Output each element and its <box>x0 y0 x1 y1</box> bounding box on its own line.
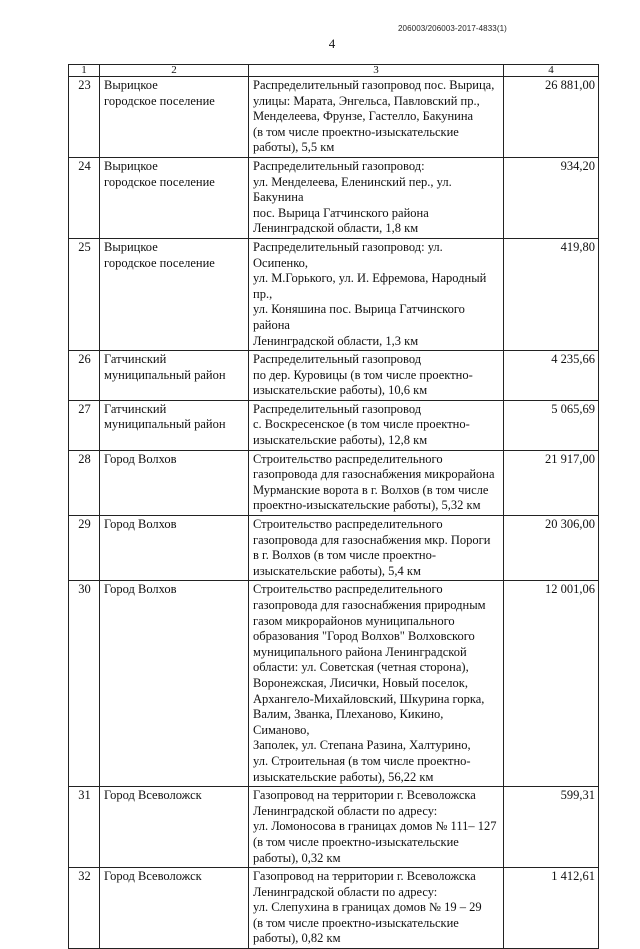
municipality-cell: Город Всеволожск <box>100 868 249 949</box>
project-description-cell: Распределительный газопровод с. Воскресенское (в том числе проектно- изыскательские работы), 12,8 км <box>249 400 504 450</box>
table-row <box>69 157 599 238</box>
cost-cell: 5 065,69 <box>504 400 599 450</box>
cost-cell: 12 001,06 <box>504 581 599 787</box>
row-number-cell: 27 <box>69 400 100 450</box>
table-row <box>69 516 599 581</box>
table-row <box>69 400 599 450</box>
table-row <box>69 238 599 350</box>
projects-table <box>68 64 599 949</box>
project-description-cell: Распределительный газопровод: ул. Менделеева, Еленинский пер., ул. Бакунина пос. Вырица Гатчинского района Ленинградской области, 1,8 км <box>249 157 504 238</box>
municipality-cell: Гатчинский муниципальный район <box>100 351 249 401</box>
table-row <box>69 77 599 158</box>
table-row <box>69 581 599 787</box>
cost-cell: 26 881,00 <box>504 77 599 158</box>
project-description-cell: Распределительный газопровод по дер. Куровицы (в том числе проектно- изыскательские работы), 10,6 км <box>249 351 504 401</box>
row-number-cell: 32 <box>69 868 100 949</box>
table-row <box>69 351 599 401</box>
row-number-cell: 23 <box>69 77 100 158</box>
project-description-cell: Газопровод на территории г. Всеволожска Ленинградской области по адресу: ул. Слепухина в границах домов № 19 – 29 (в том числе проектно-изыскательские работы), 0,82 км <box>249 868 504 949</box>
row-number-cell: 29 <box>69 516 100 581</box>
table-row <box>69 450 599 515</box>
municipality-cell: Город Волхов <box>100 516 249 581</box>
cost-cell: 419,80 <box>504 238 599 350</box>
column-header: 1 <box>69 65 100 77</box>
municipality-cell: Город Волхов <box>100 450 249 515</box>
cost-cell: 20 306,00 <box>504 516 599 581</box>
project-description-cell: Строительство распределительного газопровода для газоснабжения микрорайона Мурманские ворота в г. Волхов (в том числе проектно-изыскательские работы), 5,32 км <box>249 450 504 515</box>
project-description-cell: Газопровод на территории г. Всеволожска Ленинградской области по адресу: ул. Ломоносова в границах домов № 111– 127 (в том числе проектно-изыскательские работы), 0,32 км <box>249 787 504 868</box>
row-number-cell: 31 <box>69 787 100 868</box>
row-number-cell: 26 <box>69 351 100 401</box>
cost-cell: 21 917,00 <box>504 450 599 515</box>
municipality-cell: Вырицкое городское поселение <box>100 157 249 238</box>
cost-cell: 4 235,66 <box>504 351 599 401</box>
cost-cell: 599,31 <box>504 787 599 868</box>
document-id: 206003/206003-2017-4833(1) <box>398 24 507 33</box>
row-number-cell: 30 <box>69 581 100 787</box>
column-header: 2 <box>100 65 249 77</box>
row-number-cell: 24 <box>69 157 100 238</box>
municipality-cell: Город Всеволожск <box>100 787 249 868</box>
row-number-cell: 28 <box>69 450 100 515</box>
municipality-cell: Гатчинский муниципальный район <box>100 400 249 450</box>
column-number-row <box>69 65 599 77</box>
project-description-cell: Распределительный газопровод: ул. Осипенко, ул. М.Горького, ул. И. Ефремова, Народный пр., ул. Коняшина пос. Вырица Гатчинского района Ленинградской области, 1,3 км <box>249 238 504 350</box>
row-number-cell: 25 <box>69 238 100 350</box>
column-header: 3 <box>249 65 504 77</box>
cost-cell: 1 412,61 <box>504 868 599 949</box>
project-description-cell: Распределительный газопровод пос. Вырица, улицы: Марата, Энгельса, Павловский пр., Менделеева, Фрунзе, Гастелло, Бакунина (в том числе проектно-изыскательские работы), 5,5 км <box>249 77 504 158</box>
project-description-cell: Строительство распределительного газопровода для газоснабжения природным газом микрорайонов муниципального образования "Город Волхов" Волховского муниципального района Ленинградской области: ул. Советская (четная сторона), Воронежская, Лисички, Новый поселок, Архангело-Михайловский, Шкурина горка, Валим, Званка, Плеханово, Кикино, Симаново, Заполек, ул. Степана Разина, Халтурино, ул. Строительная (в том числе проектно- изыскательские работы), 56,22 км <box>249 581 504 787</box>
municipality-cell: Вырицкое городское поселение <box>100 238 249 350</box>
project-description-cell: Строительство распределительного газопровода для газоснабжения мкр. Пороги в г. Волхов (в том числе проектно- изыскательские работы), 5,4 км <box>249 516 504 581</box>
column-header: 4 <box>504 65 599 77</box>
table-row <box>69 868 599 949</box>
municipality-cell: Вырицкое городское поселение <box>100 77 249 158</box>
page-number: 4 <box>328 36 336 51</box>
cost-cell: 934,20 <box>504 157 599 238</box>
municipality-cell: Город Волхов <box>100 581 249 787</box>
table-row <box>69 787 599 868</box>
